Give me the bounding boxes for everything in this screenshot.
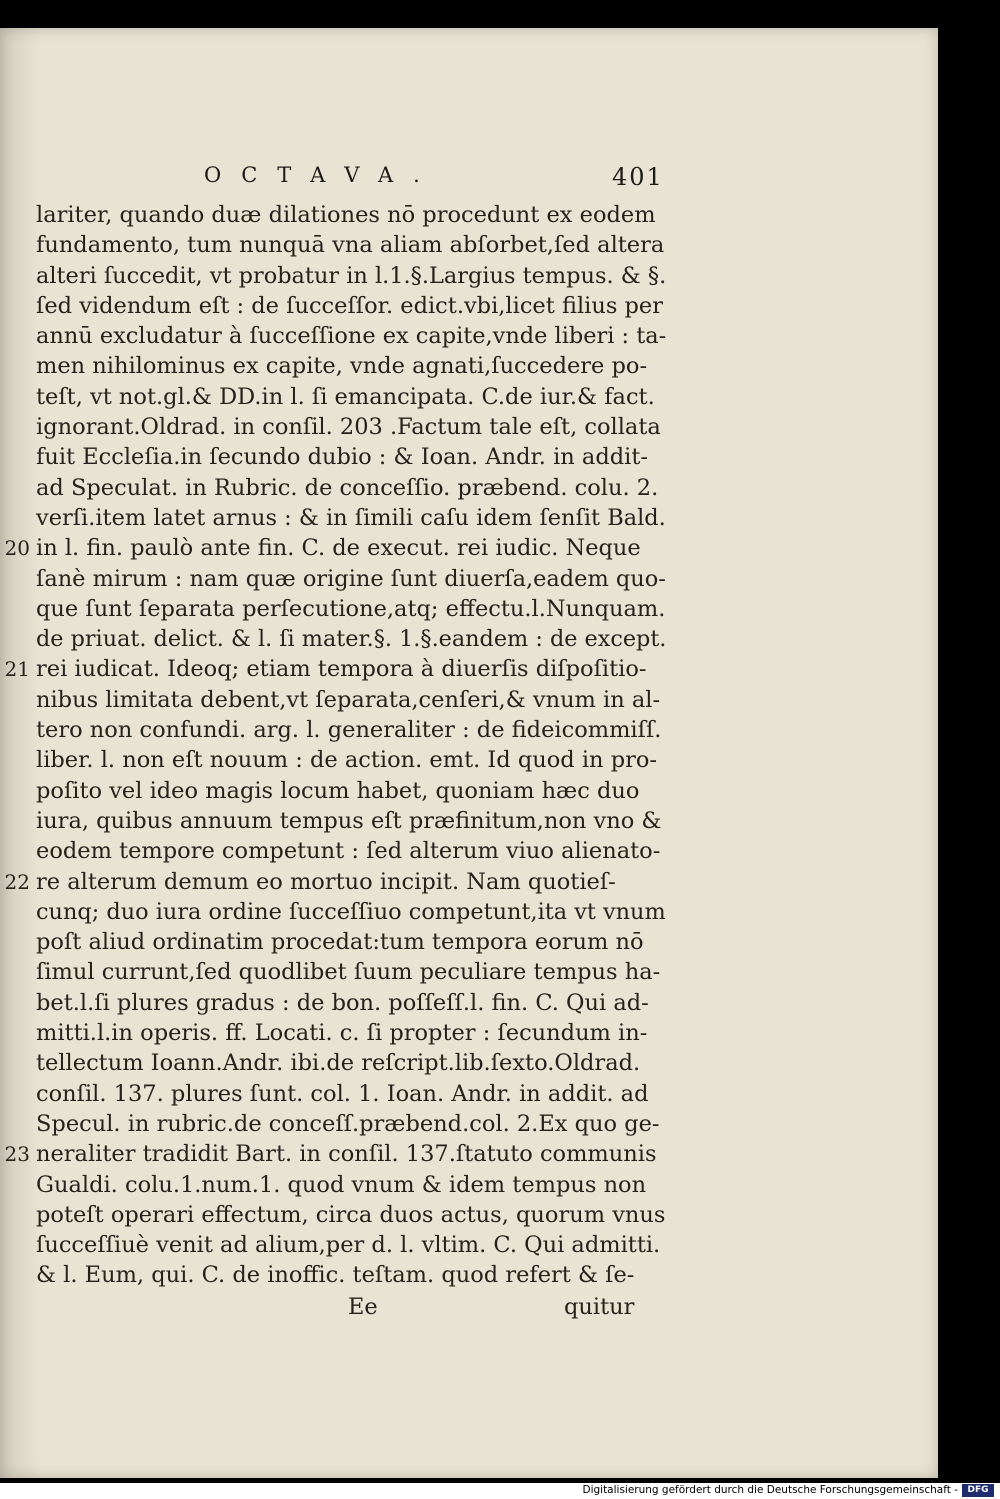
text-line bbox=[36, 261, 676, 291]
line-text: liber. l. non eſt nouum : de action. emt. Id quod in pro- bbox=[36, 747, 658, 774]
text-line bbox=[4, 654, 676, 684]
line-text: & l. Eum, qui. C. de inoffic. teſtam. quod refert & ſe- bbox=[36, 1262, 635, 1289]
text-line bbox=[36, 291, 676, 321]
text-line bbox=[36, 1230, 676, 1260]
text-line bbox=[36, 1170, 676, 1200]
line-text: rei iudicat. Ideoq; etiam tempora à diuerſis diſpoſitio- bbox=[36, 656, 647, 683]
signature-mark: Ee bbox=[348, 1293, 378, 1320]
line-text: lariter, quando duæ dilationes nō procedunt ex eodem bbox=[36, 202, 656, 228]
text-line bbox=[36, 321, 676, 351]
text-line bbox=[36, 624, 676, 654]
line-text: fundamento, tum nunquā vna aliam abſorbet,ſed altera bbox=[36, 232, 665, 259]
text-line bbox=[36, 836, 676, 866]
text-line bbox=[36, 1200, 676, 1230]
line-text: que ſunt ſeparata perſecutione,atq; effectu.l.Nunquam. bbox=[36, 595, 666, 622]
text-line bbox=[36, 1109, 676, 1139]
body-text bbox=[4, 200, 676, 1323]
line-text: neraliter tradidit Bart. in conſil. 137.ſtatuto communis bbox=[36, 1141, 657, 1168]
text-line bbox=[4, 1139, 676, 1169]
text-line bbox=[36, 1048, 676, 1078]
margin-number: 22 bbox=[4, 869, 30, 894]
text-line bbox=[36, 897, 676, 927]
text-line bbox=[36, 503, 676, 533]
text-line bbox=[36, 412, 676, 442]
line-text: verſi.item latet arnus : & in ſimili caſu idem ſenſit Bald. bbox=[36, 504, 666, 531]
line-text: men nihilominus ex capite, vnde agnati,ſuccedere po- bbox=[36, 353, 648, 380]
line-text: fuit Eccleſia.in ſecundo dubio : & Ioan. Andr. in addit- bbox=[36, 444, 648, 471]
dfg-logo: DFG bbox=[962, 1484, 994, 1497]
text-line bbox=[36, 1018, 676, 1048]
line-text: ad Speculat. in Rubric. de conceſſio. præbend. colu. 2. bbox=[36, 474, 659, 501]
text-line bbox=[4, 867, 676, 897]
line-text: re alterum demum eo mortuo incipit. Nam quotieſ- bbox=[36, 868, 616, 895]
running-head: OCTAVA. bbox=[204, 163, 440, 187]
text-line bbox=[36, 806, 676, 836]
text-line bbox=[36, 351, 676, 381]
line-text: poſt aliud ordinatim procedat:tum tempora eorum nō bbox=[36, 929, 644, 956]
line-text: ſanè mirum : nam quæ origine ſunt diuerſa,eadem quo- bbox=[36, 565, 666, 592]
line-text: in l. fin. paulò ante fin. C. de execut. rei iudic. Neque bbox=[36, 535, 641, 562]
text-line bbox=[36, 957, 676, 987]
book-page bbox=[0, 28, 938, 1478]
text-line bbox=[4, 533, 676, 563]
text-line bbox=[36, 442, 676, 472]
line-text: ſed videndum eſt : de ſucceſſor. edict.vbi,licet filius per bbox=[36, 292, 664, 319]
line-text: poſito vel ideo magis locum habet, quoniam hæc duo bbox=[36, 777, 640, 804]
line-text: Gualdi. colu.1.num.1. quod vnum & idem tempus non bbox=[36, 1171, 647, 1198]
page-number: 401 bbox=[612, 163, 664, 191]
text-line bbox=[36, 988, 676, 1018]
text-line bbox=[36, 745, 676, 775]
catchword: quitur bbox=[564, 1293, 635, 1320]
line-text: annū excludatur à ſucceſſione ex capite,vnde liberi : ta- bbox=[36, 323, 667, 350]
text-line bbox=[36, 776, 676, 806]
line-text: iura, quibus annuum tempus eſt præfinitum,non vno & bbox=[36, 807, 662, 834]
margin-number: 20 bbox=[4, 536, 30, 561]
text-line bbox=[36, 1260, 676, 1290]
text-line bbox=[36, 927, 676, 957]
line-text: de priuat. delict. & l. ſi mater.§. 1.§.eandem : de except. bbox=[36, 626, 667, 653]
line-text: bet.l.ſi plures gradus : de bon. poſſeſſ.l. fin. C. Qui ad- bbox=[36, 989, 649, 1016]
text-line bbox=[36, 382, 676, 412]
page-header bbox=[0, 163, 938, 195]
line-text: eodem tempore competunt : ſed alterum viuo alienato- bbox=[36, 838, 661, 865]
text-line bbox=[36, 685, 676, 715]
text-line bbox=[36, 715, 676, 745]
text-line bbox=[36, 594, 676, 624]
line-text: teſt, vt not.gl.& DD.in l. ſi emancipata. C.de iur.& fact. bbox=[36, 383, 655, 410]
catch-row bbox=[36, 1291, 676, 1323]
line-text: ignorant.Oldrad. in conſil. 203 .Factum tale eſt, collata bbox=[36, 414, 661, 441]
text-line bbox=[36, 1079, 676, 1109]
line-text: nibus limitata debent,vt ſeparata,cenſeri,& vnum in al- bbox=[36, 686, 661, 713]
line-text: ſimul currunt,ſed quodlibet ſuum peculiare tempus ha- bbox=[36, 959, 661, 986]
margin-number: 21 bbox=[4, 657, 30, 682]
text-line bbox=[36, 230, 676, 260]
line-text: cunq; duo iura ordine ſucceſſiuo competunt,ita vt vnum bbox=[36, 898, 666, 925]
text-line bbox=[36, 200, 676, 230]
line-text: poteſt operari effectum, circa duos actus, quorum vnus bbox=[36, 1201, 666, 1228]
line-text: alteri ſuccedit, vt probatur in l.1.§.Largius tempus. & §. bbox=[36, 262, 667, 289]
line-text: mitti.l.in operis. ff. Locati. c. ſi propter : ſecundum in- bbox=[36, 1020, 648, 1047]
line-text: conſil. 137. plures ſunt. col. 1. Ioan. Andr. in addit. ad bbox=[36, 1080, 649, 1107]
line-text: ſucceſſiuè venit ad alium,per d. l. vltim. C. Qui admitti. bbox=[36, 1232, 661, 1259]
footer-bar bbox=[0, 1483, 1000, 1499]
text-line bbox=[36, 473, 676, 503]
margin-number: 23 bbox=[4, 1142, 30, 1167]
text-line bbox=[36, 564, 676, 594]
line-text: tellectum Ioann.Andr. ibi.de reſcript.lib.ſexto.Oldrad. bbox=[36, 1050, 641, 1077]
line-text: tero non confundi. arg. l. generaliter : de fideicommiſſ. bbox=[36, 717, 662, 744]
funding-credit: Digitalisierung gefördert durch die Deutsche Forschungsgemeinschaft - bbox=[582, 1484, 958, 1496]
line-text: Specul. in rubric.de conceſſ.præbend.col. 2.Ex quo ge- bbox=[36, 1110, 660, 1137]
